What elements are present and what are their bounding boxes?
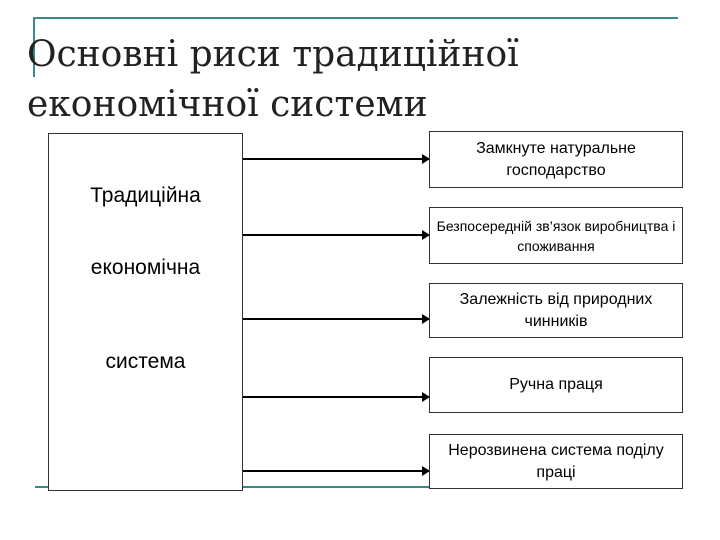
feature-box-2: Безпосередній зв’язок виробництва і споживання <box>429 207 683 264</box>
connector-arrow-5 <box>241 470 429 472</box>
title-line-1: Основні риси традиційної <box>27 34 519 75</box>
main-box-word-2: економічна <box>90 256 201 279</box>
decorative-top-line <box>35 17 678 19</box>
feature-box-3: Залежність від природних чинників <box>429 283 683 338</box>
title-line-2: економічної системи <box>27 84 428 125</box>
main-box-word-3: система <box>105 350 186 373</box>
feature-box-5: Нерозвинена система поділу праці <box>429 434 683 489</box>
main-box-word-1: Традиційна <box>90 184 201 207</box>
feature-box-1: Замкнуте натуральне господарство <box>429 131 683 188</box>
connector-arrow-1 <box>241 158 429 160</box>
connector-arrow-3 <box>241 318 429 320</box>
connector-arrow-4 <box>241 396 429 398</box>
traditional-economy-box <box>48 133 243 491</box>
feature-box-4: Ручна праця <box>429 357 683 413</box>
connector-arrow-2 <box>241 234 429 236</box>
slide-title <box>27 30 687 130</box>
